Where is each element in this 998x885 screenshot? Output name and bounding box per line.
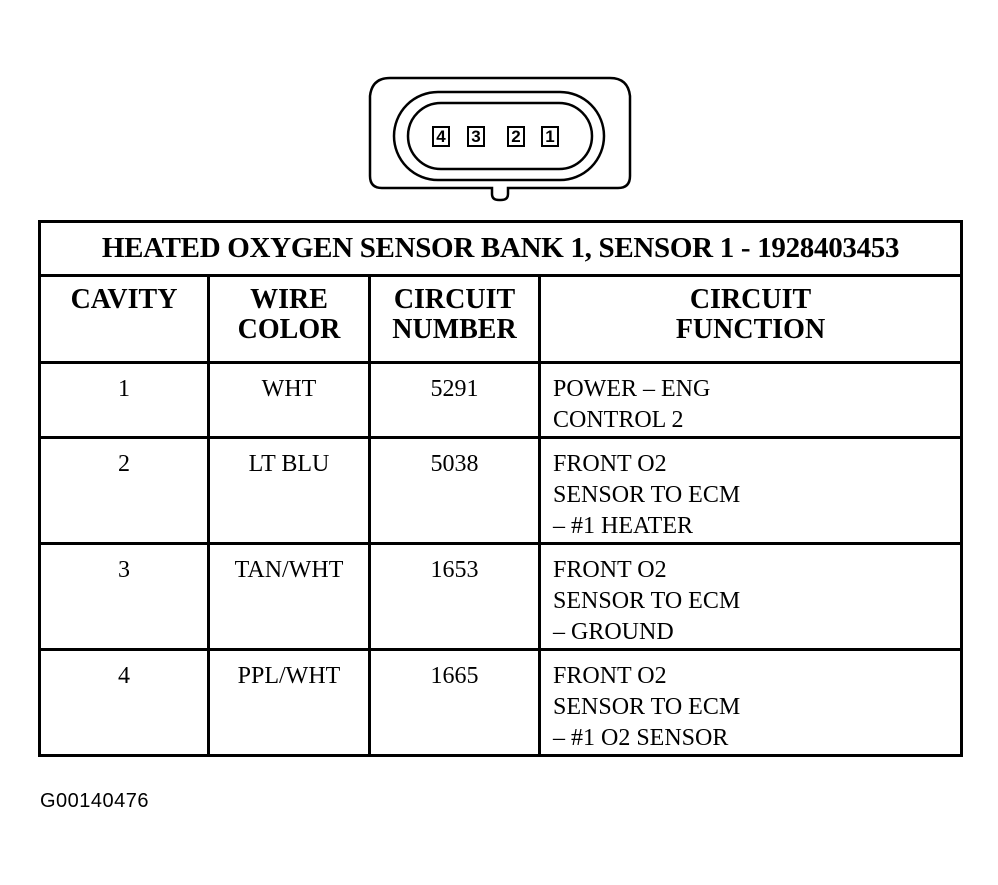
header-cavity: CAVITY bbox=[40, 276, 209, 363]
pin-cavity-1 bbox=[542, 127, 558, 146]
cell-wire-color: LT BLU bbox=[209, 438, 370, 544]
connector-face-diagram bbox=[360, 70, 640, 210]
cell-circuit-number: 5291 bbox=[370, 363, 540, 438]
cell-circuit-number: 1653 bbox=[370, 544, 540, 650]
cell-circuit-function: FRONT O2 SENSOR TO ECM – #1 O2 SENSOR bbox=[540, 650, 962, 756]
cell-circuit-function: FRONT O2 SENSOR TO ECM – GROUND bbox=[540, 544, 962, 650]
pin-cavity-4 bbox=[433, 127, 449, 146]
pin-cavity-3 bbox=[468, 127, 484, 146]
header-circuit-function: CIRCUIT FUNCTION bbox=[540, 276, 962, 363]
table-row bbox=[40, 650, 962, 756]
table-title: HEATED OXYGEN SENSOR BANK 1, SENSOR 1 - 1928403453 bbox=[40, 222, 962, 276]
svg-text:4: 4 bbox=[436, 127, 446, 146]
table-row bbox=[40, 438, 962, 544]
header-wire-color: WIRE COLOR bbox=[209, 276, 370, 363]
cell-wire-color: PPL/WHT bbox=[209, 650, 370, 756]
cell-circuit-function: FRONT O2 SENSOR TO ECM – #1 HEATER bbox=[540, 438, 962, 544]
cell-cavity: 4 bbox=[40, 650, 209, 756]
cell-circuit-function: POWER – ENG CONTROL 2 bbox=[540, 363, 962, 438]
cell-wire-color: WHT bbox=[209, 363, 370, 438]
cell-circuit-number: 5038 bbox=[370, 438, 540, 544]
cell-cavity: 2 bbox=[40, 438, 209, 544]
svg-text:1: 1 bbox=[545, 127, 555, 146]
figure-id-caption: G00140476 bbox=[40, 790, 150, 812]
cell-circuit-number: 1665 bbox=[370, 650, 540, 756]
table-title-row bbox=[40, 222, 962, 276]
cell-cavity: 1 bbox=[40, 363, 209, 438]
table-row bbox=[40, 544, 962, 650]
pinout-table bbox=[38, 220, 963, 757]
svg-text:3: 3 bbox=[471, 127, 481, 146]
table-row bbox=[40, 363, 962, 438]
svg-text:2: 2 bbox=[511, 127, 521, 146]
cell-cavity: 3 bbox=[40, 544, 209, 650]
header-circuit-number: CIRCUIT NUMBER bbox=[370, 276, 540, 363]
cell-wire-color: TAN/WHT bbox=[209, 544, 370, 650]
table-header-row bbox=[40, 276, 962, 363]
pin-cavity-2 bbox=[508, 127, 524, 146]
